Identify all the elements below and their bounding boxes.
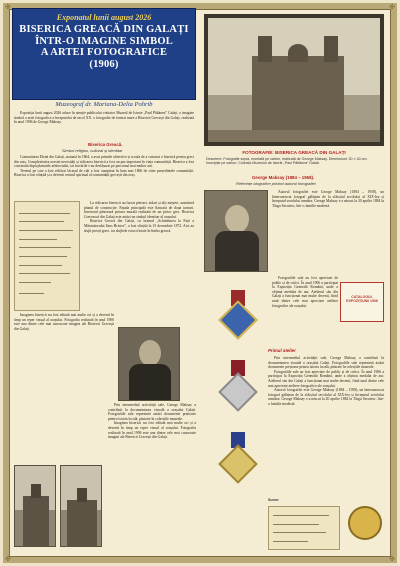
title-banner	[12, 8, 196, 100]
order-medal-1	[220, 290, 256, 350]
section1-subtitle: Simbol religios, cultural și identitar	[62, 148, 123, 153]
section2-text	[14, 313, 114, 393]
section1-text-c	[84, 201, 194, 311]
sources-label: Surse:	[268, 498, 280, 502]
corner-ornament-br: ✤	[389, 555, 395, 563]
section1-text	[14, 155, 194, 199]
catalog-document-tag: CATALOGUL EXPOZIȚIUNII 1906	[340, 282, 384, 322]
main-title	[17, 24, 191, 70]
section3-title: George Maksay (1884 – 1958).	[252, 175, 315, 180]
section3-paragraph-5: Autorul fotografiei este George Maksay (1884 – 1958), un binecunoscut fotograf gălățean de la sfârșitul secolului al XIX-lea și începutul secolului următor. George Maksay s-a născut la 20 aprilie 1884 la Târgu Secuiesc, într-o familie modestă.	[268, 388, 384, 406]
historic-document-image	[14, 201, 80, 311]
section2-paragraph-1: Imaginea bisericii nu fost editată mai multe ori și a devenit în timp un reper vizual al orașului. Fotografia realizată în anul 1906 este una dintre cele mai cunoscute imagini ale Bisericii Grecești din Galați.	[14, 313, 114, 331]
corner-ornament-bl: ✤	[5, 555, 11, 563]
photo-caption-title: FOTOGRAFIE: BISERICA GREACĂ DIN GALAȚI	[242, 150, 346, 155]
priest-portrait-photo	[118, 327, 180, 401]
section3-paragraph-2: Fotografiile sale au fost apreciate de public și de critici. În anul 1906 a participat la Expoziția Generală Română, unde a obținut medalia de aur. Atelierul său din Galați a funcționat mai multe decenii, fiind unul dintre cele mai apreciate ateliere fotografice ale orașului.	[272, 276, 338, 308]
intro-paragraph: Expoziția lunii august 2026 aduce în atenție publicului vizitator Muzeul de Istorie „Paul Păltănea” Galați, o imagine simbol a artei fotografice a începutului de secol XX: o fotografie de format mare a Bisericii Grecești din Galați, realizată în anul 1906 de George Maksay.	[14, 111, 194, 125]
section1-paragraph-2: Terenul pe care a fost edificat lăcașul de cult a fost cumpărat în luna mai 1866 de către președintele comunității. Biserica a fost sfințită și a devenit centrul spiritual al comunității grecești din oraș.	[14, 168, 194, 178]
section3-paragraph-3: Prin intermediul activității sale, George Maksay a contribuit la documentarea vizuală a orașului Galați. Fotografiile sale reprezintă astăzi documente prețioase pentru istoria locală, păstrate în colecțiile muzeale.	[268, 356, 384, 370]
historic-document-image-2	[268, 506, 340, 550]
section1-title: Biserica Greacă.	[88, 142, 123, 147]
main-title-line-3: A ARTEI FOTOGRAFICE	[40, 47, 168, 58]
church-photo-small-2	[60, 465, 102, 547]
curator-name: Muzeograf dr. Mariana-Delia Pohrib	[55, 101, 153, 108]
section2-paragraph-2: Biserica Greacă din Galați, cu hramul „Schimbarea la Față a Mântuitorului Iisus Hristos”, a fost sfințită la 15 decembrie 1872. Aici au slujit preoți greci, iar slujbele erau oficiate în limba greacă.	[84, 219, 194, 233]
section-lower-text	[108, 403, 196, 553]
primul-atelier-title: Primul atelier	[268, 348, 296, 353]
section3-paragraph-1: Autorul fotografiei este George Maksay (1884 – 1958), un binecunoscut fotograf gălățean de la sfârșitul secolului al XIX-lea și începutul secolului următor. George Maksay s-a născut la 20 aprilie 1884 la Târgu Secuiesc, într-o familie modestă.	[272, 190, 384, 208]
maksay-portrait-photo	[204, 190, 268, 272]
section3-subtitle: Referințe biografice privind autorul fotografiei	[236, 181, 316, 186]
order-medal-3	[220, 432, 256, 492]
order-medal-2	[220, 360, 256, 420]
corner-ornament-tr: ✤	[389, 3, 395, 11]
section1-paragraph-1: Comunitatea Elenă din Galați, statuată în 1864, a avut primele obiective și scoala de a construi o biserică pentru greci din oraș. Complexitatea acestei necesități și ridicarea bisericii a fost un pas important în viața comunității. Biserica a fost construită după planurile arhitectului, iar lucrările s-au desfășurat pe parcursul mai multor ani.	[14, 155, 194, 169]
photo-caption-text: Descriere: Fotografie sepia, montată pe carton, realizată de George Maksay. Dimensiuni: 30 × 40 cm. Inscripție pe carton. Colecția Muzeului de Istorie „Paul Păltănea” Galați.	[206, 157, 368, 166]
church-photo-small-1	[14, 465, 56, 547]
main-title-line-2: ÎNTR-O IMAGINE SIMBOL	[35, 35, 173, 47]
section3-text-b	[272, 276, 338, 342]
exhibition-header: Exponatul lunii august 2026	[56, 13, 152, 22]
section3-paragraph-4: Fotografiile sale au fost apreciate de public și de critici. În anul 1906 a participat la Expoziția Generală Română, unde a obținut medalia de aur. Atelierul său din Galați a funcționat mai multe decenii, fiind unul dintre cele mai apreciate ateliere fotografice ale orașului.	[268, 369, 384, 388]
section3-text-c	[268, 356, 384, 494]
section1-paragraph-3: La ridicarea bisericii au lucrat pietrari, zidari și alți meșteri, urmărind planul de construcție. Fațada principală este flancată de două turnuri. Interiorul păstrează pictura murală realizată de un pictor grec. Biserica Grecească din Galați este astăzi un simbol identitar al orașului.	[84, 201, 194, 219]
main-church-photo	[204, 14, 384, 146]
section3-text	[272, 190, 384, 272]
lower-paragraph-1: Prin intermediul activității sale, George Maksay a contribuit la documentarea vizuală a orașului Galați. Fotografiile sale reprezintă astăzi documente prețioase pentru istoria locală, păstrate în colecțiile muzeale.	[108, 403, 196, 421]
corner-ornament-tl: ✤	[5, 3, 11, 11]
intro-text	[14, 111, 194, 141]
gold-medal	[344, 500, 384, 550]
main-title-line-1: BISERICA GREACĂ DIN GALAȚI	[19, 24, 189, 35]
lower-paragraph-2: Imaginea bisericii nu fost editată mai multe ori și a devenit în timp un reper vizual al orașului. Fotografia realizată în anul 1906 este una dintre cele mai cunoscute imagini ale Bisericii Grecești din Galați.	[108, 421, 196, 440]
main-title-line-4: (1906)	[89, 58, 119, 70]
